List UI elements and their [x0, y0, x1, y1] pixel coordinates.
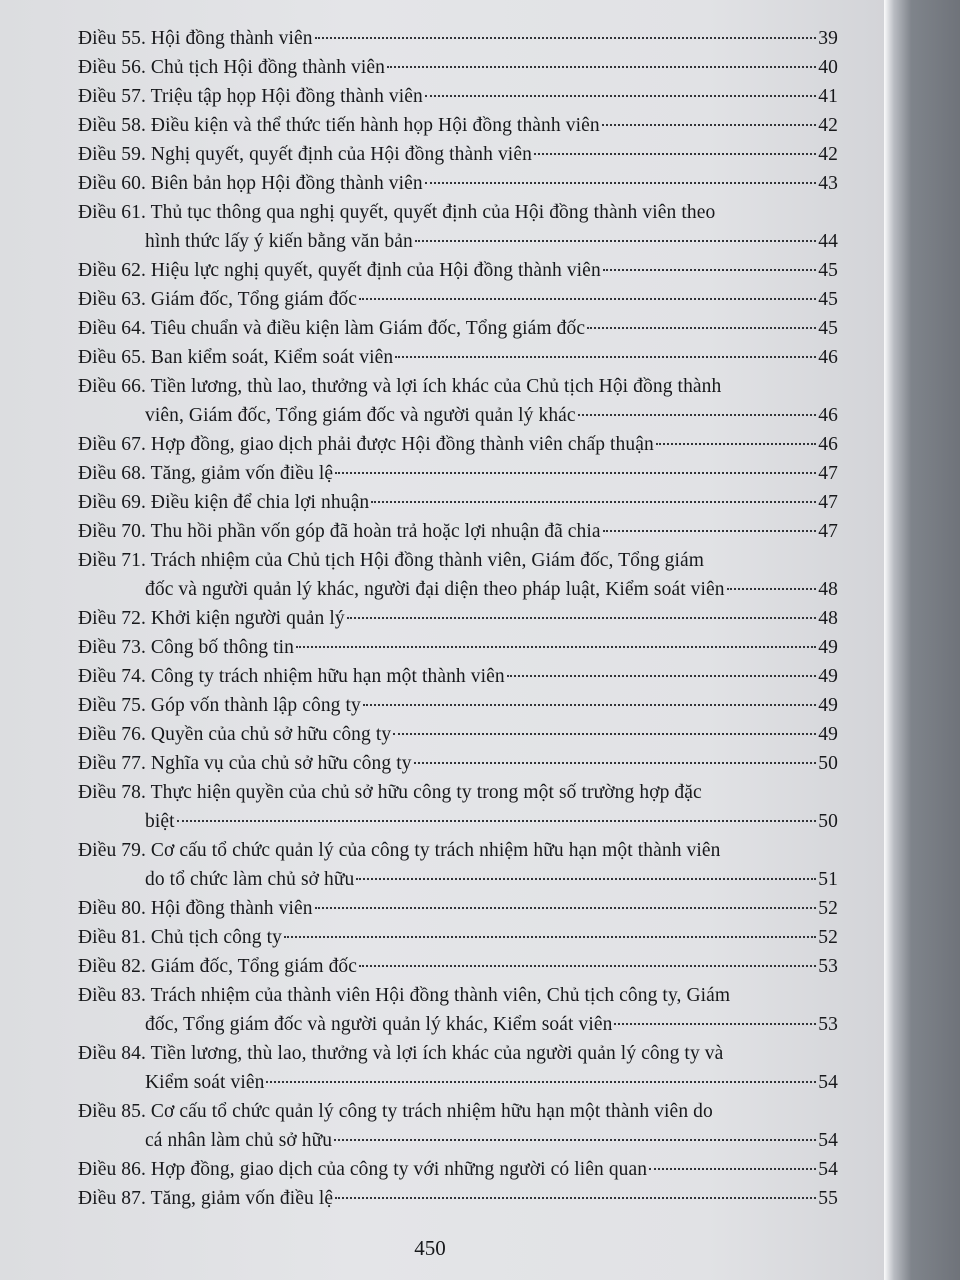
toc-entry-title: Điều 87. Tăng, giảm vốn điều lệ [78, 1188, 334, 1209]
toc-entry-line [78, 662, 838, 691]
toc-entry-page: 49 [818, 666, 838, 687]
toc-entry [78, 517, 838, 546]
toc-entry-title: Điều 81. Chủ tịch công ty [78, 927, 282, 948]
page-number: 450 [414, 1236, 446, 1260]
toc-entry-page: 47 [818, 492, 838, 513]
toc-entry-page: 51 [818, 869, 838, 890]
dot-leader [356, 878, 816, 880]
toc-entry-title: Điều 68. Tăng, giảm vốn điều lệ [78, 463, 334, 484]
toc-entry-line [78, 749, 838, 778]
dot-leader [727, 588, 817, 590]
dot-leader [534, 153, 816, 155]
dot-leader [393, 733, 816, 735]
toc-entry [78, 778, 838, 836]
toc-entry-title: hình thức lấy ý kiến bằng văn bản [145, 231, 413, 252]
toc-entry [78, 256, 838, 285]
toc-entry [78, 691, 838, 720]
dot-leader [387, 66, 816, 68]
toc-entry-title: Điều 61. Thủ tục thông qua nghị quyết, quyết định của Hội đồng thành viên theo [78, 202, 716, 223]
toc-entry-title: Điều 78. Thực hiện quyền của chủ sở hữu công ty trong một số trường hợp đặc [78, 782, 702, 803]
toc-entry [78, 1039, 838, 1097]
toc-entry-line [78, 53, 838, 82]
toc-entry-page: 45 [818, 260, 838, 281]
toc-entry-title: Điều 57. Triệu tập họp Hội đồng thành viên [78, 86, 423, 107]
toc-entry-page: 49 [818, 724, 838, 745]
toc-entry-title: Điều 86. Hợp đồng, giao dịch của công ty với những người có liên quan [78, 1159, 648, 1180]
toc-entry-line [78, 604, 838, 633]
dot-leader [395, 356, 816, 358]
toc-entry-line [78, 256, 838, 285]
toc-entry [78, 111, 838, 140]
toc-entry-page: 40 [818, 57, 838, 78]
toc-entry [78, 372, 838, 430]
toc-entry-line [78, 807, 838, 836]
toc-entry-line [78, 111, 838, 140]
toc-entry-title: Điều 76. Quyền của chủ sở hữu công ty [78, 724, 392, 745]
toc-entry-line [78, 285, 838, 314]
dot-leader [656, 443, 816, 445]
toc-entry-line [78, 227, 838, 256]
toc-entry-page: 55 [818, 1188, 838, 1209]
toc-entry [78, 285, 838, 314]
toc-entry-page: 39 [818, 28, 838, 49]
toc-entry-page: 43 [818, 173, 838, 194]
dot-leader [296, 646, 816, 648]
toc-entry [78, 140, 838, 169]
toc-entry-page: 49 [818, 637, 838, 658]
toc-entry-line [78, 1068, 838, 1097]
dot-leader [578, 414, 817, 416]
dot-leader [614, 1023, 816, 1025]
toc-entry-title: Điều 72. Khởi kiện người quản lý [78, 608, 345, 629]
toc-entry-page: 52 [818, 898, 838, 919]
toc-entry-title: Điều 80. Hội đồng thành viên [78, 898, 313, 919]
dot-leader [359, 298, 816, 300]
toc-entry-page: 53 [818, 1014, 838, 1035]
toc-entry-page: 42 [818, 115, 838, 136]
toc-entry-title: cá nhân làm chủ sở hữu [145, 1130, 333, 1151]
toc-entry [78, 546, 838, 604]
toc-entry-line [78, 314, 838, 343]
toc-entry [78, 662, 838, 691]
toc-entry-line [78, 865, 838, 894]
toc-entry-line [78, 923, 838, 952]
toc-entry-title: Điều 58. Điều kiện và thể thức tiến hành họp Hội đồng thành viên [78, 115, 600, 136]
dot-leader [347, 617, 817, 619]
toc-entry [78, 720, 838, 749]
toc-entry-title: Điều 62. Hiệu lực nghị quyết, quyết định của Hội đồng thành viên [78, 260, 601, 281]
toc-entry-page: 42 [818, 144, 838, 165]
toc-entry-page: 54 [818, 1159, 838, 1180]
toc-entry-page: 48 [818, 608, 838, 629]
toc-entry-line [78, 546, 838, 575]
toc-entry [78, 198, 838, 256]
toc-entry-page: 53 [818, 956, 838, 977]
toc-entry-line [78, 575, 838, 604]
toc-entry-page: 45 [818, 289, 838, 310]
toc-entry-title: do tổ chức làm chủ sở hữu [145, 869, 355, 890]
dot-leader [363, 704, 816, 706]
toc-entry-title: đốc và người quản lý khác, người đại diện theo pháp luật, Kiểm soát viên [145, 579, 725, 600]
toc-entry [78, 24, 838, 53]
toc-entry [78, 53, 838, 82]
toc-entry-line [78, 691, 838, 720]
toc-entry-title: Điều 66. Tiền lương, thù lao, thưởng và lợi ích khác của Chủ tịch Hội đồng thành [78, 376, 722, 397]
dot-leader [315, 907, 817, 909]
toc-entry-page: 50 [818, 811, 838, 832]
toc-entry-title: đốc, Tổng giám đốc và người quản lý khác, Kiểm soát viên [145, 1014, 613, 1035]
dot-leader [415, 240, 816, 242]
toc-entry-title: Điều 71. Trách nhiệm của Chủ tịch Hội đồng thành viên, Giám đốc, Tổng giám [78, 550, 705, 571]
toc-entry [78, 314, 838, 343]
toc-entry-title: Điều 83. Trách nhiệm của thành viên Hội đồng thành viên, Chủ tịch công ty, Giám [78, 985, 731, 1006]
toc-entry-title: Điều 85. Cơ cấu tổ chức quản lý công ty trách nhiệm hữu hạn một thành viên do [78, 1101, 713, 1122]
toc-entry-page: 52 [818, 927, 838, 948]
page-edge-shadow [885, 0, 960, 1280]
toc-entry-title: Điều 70. Thu hồi phần vốn góp đã hoàn trả hoặc lợi nhuận đã chia [78, 521, 601, 542]
toc-entry-line [78, 1039, 838, 1068]
toc-entry-title: Điều 65. Ban kiểm soát, Kiểm soát viên [78, 347, 394, 368]
toc-entry-title: viên, Giám đốc, Tổng giám đốc và người quản lý khác [145, 405, 576, 426]
toc-entry-page: 54 [818, 1072, 838, 1093]
dot-leader [649, 1168, 816, 1170]
toc-entry-page: 49 [818, 695, 838, 716]
dot-leader [587, 327, 816, 329]
toc-entry-line [78, 372, 838, 401]
toc-entry [78, 894, 838, 923]
toc-entry [78, 343, 838, 372]
toc-entry-page: 45 [818, 318, 838, 339]
dot-leader [266, 1081, 816, 1083]
dot-leader [335, 1197, 816, 1199]
toc-entry-title: Điều 60. Biên bản họp Hội đồng thành viên [78, 173, 423, 194]
toc-entry-line [78, 1155, 838, 1184]
toc-entry-line [78, 1097, 838, 1126]
toc-entry-line [78, 778, 838, 807]
toc-entry-line [78, 952, 838, 981]
dot-leader [335, 472, 816, 474]
toc-entry-title: biệt [145, 811, 175, 832]
toc-entry-page: 47 [818, 463, 838, 484]
toc-entry-line [78, 836, 838, 865]
dot-leader [603, 269, 817, 271]
toc-entry [78, 604, 838, 633]
toc-entry-page: 50 [818, 753, 838, 774]
toc-entry [78, 488, 838, 517]
toc-entry-page: 54 [818, 1130, 838, 1151]
toc-entry [78, 952, 838, 981]
toc-entry [78, 633, 838, 662]
toc-entry-line [78, 82, 838, 111]
toc-entry-line [78, 517, 838, 546]
toc-entry-title: Điều 82. Giám đốc, Tổng giám đốc [78, 956, 358, 977]
toc-entry-page: 44 [818, 231, 838, 252]
toc-entry-title: Điều 59. Nghị quyết, quyết định của Hội đồng thành viên [78, 144, 532, 165]
toc-entry-title: Điều 74. Công ty trách nhiệm hữu hạn một thành viên [78, 666, 505, 687]
toc-entry [78, 981, 838, 1039]
toc-entry-line [78, 24, 838, 53]
toc-entry [78, 1155, 838, 1184]
toc-entry-line [78, 1184, 838, 1213]
toc-entry-line [78, 1010, 838, 1039]
toc-entry-title: Điều 73. Công bố thông tin [78, 637, 295, 658]
toc-entry-page: 46 [818, 405, 838, 426]
toc-entry-line [78, 198, 838, 227]
dot-leader [414, 762, 817, 764]
toc-entry [78, 923, 838, 952]
toc-entry-title: Điều 69. Điều kiện để chia lợi nhuận [78, 492, 370, 513]
toc-entry-line [78, 140, 838, 169]
toc-entry-line [78, 169, 838, 198]
toc-entry-line [78, 633, 838, 662]
toc-entry-page: 48 [818, 579, 838, 600]
toc-entry-page: 46 [818, 347, 838, 368]
toc-entry [78, 836, 838, 894]
toc-entry [78, 1097, 838, 1155]
toc-entry-title: Điều 64. Tiêu chuẩn và điều kiện làm Giám đốc, Tổng giám đốc [78, 318, 586, 339]
dot-leader [177, 820, 817, 822]
toc-entry-line [78, 430, 838, 459]
dot-leader [371, 501, 816, 503]
dot-leader [315, 37, 817, 39]
toc-entry-page: 41 [818, 86, 838, 107]
dot-leader [425, 182, 817, 184]
toc-entry-line [78, 894, 838, 923]
toc-entry-page: 47 [818, 521, 838, 542]
toc-entry-title: Điều 79. Cơ cấu tổ chức quản lý của công ty trách nhiệm hữu hạn một thành viên [78, 840, 721, 861]
dot-leader [602, 124, 817, 126]
toc-entry-line [78, 401, 838, 430]
toc-entry-line [78, 1126, 838, 1155]
toc-entry [78, 169, 838, 198]
toc-entry-title: Điều 75. Góp vốn thành lập công ty [78, 695, 361, 716]
toc-entry [78, 430, 838, 459]
toc-entry-line [78, 343, 838, 372]
dot-leader [425, 95, 816, 97]
toc-entry-line [78, 720, 838, 749]
toc-entry-title: Kiểm soát viên [145, 1072, 265, 1093]
dot-leader [334, 1139, 816, 1141]
dot-leader [603, 530, 817, 532]
toc-entry [78, 82, 838, 111]
dot-leader [284, 936, 816, 938]
toc-entry-title: Điều 56. Chủ tịch Hội đồng thành viên [78, 57, 385, 78]
toc-entry-line [78, 459, 838, 488]
toc-entry-title: Điều 84. Tiền lương, thù lao, thưởng và lợi ích khác của người quản lý công ty và [78, 1043, 724, 1064]
dot-leader [359, 965, 816, 967]
toc-entry [78, 749, 838, 778]
toc-entry-line [78, 981, 838, 1010]
toc-entry-page: 46 [818, 434, 838, 455]
dot-leader [507, 675, 817, 677]
toc-entry [78, 459, 838, 488]
toc-entry-title: Điều 55. Hội đồng thành viên [78, 28, 313, 49]
toc-entry-title: Điều 63. Giám đốc, Tổng giám đốc [78, 289, 358, 310]
toc-entry-title: Điều 67. Hợp đồng, giao dịch phải được Hội đồng thành viên chấp thuận [78, 434, 654, 455]
toc-entry-title: Điều 77. Nghĩa vụ của chủ sở hữu công ty [78, 753, 412, 774]
toc-entry [78, 1184, 838, 1213]
toc-entry-line [78, 488, 838, 517]
